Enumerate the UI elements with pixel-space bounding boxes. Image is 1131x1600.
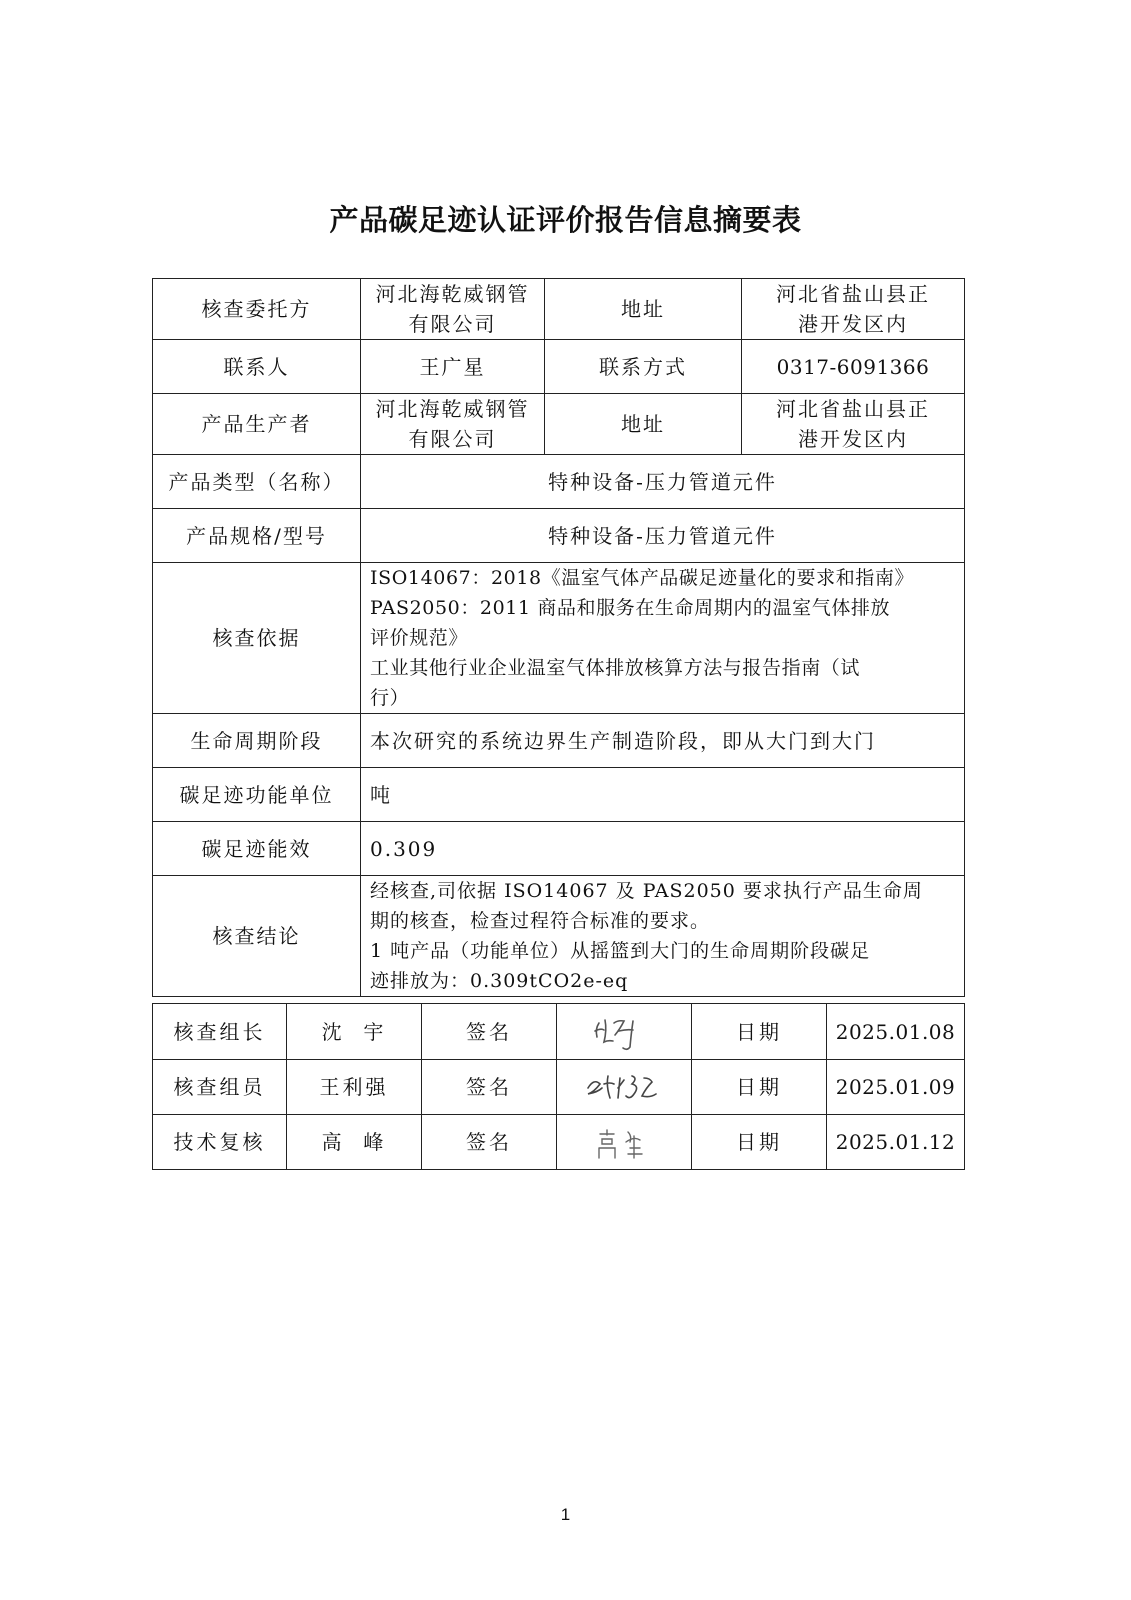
product-spec-value: 特种设备-压力管道元件 bbox=[361, 509, 965, 563]
basis-value bbox=[361, 563, 965, 714]
client-value-line1: 河北海乾威钢管 bbox=[375, 282, 530, 306]
producer-value-line1: 河北海乾威钢管 bbox=[375, 397, 530, 421]
producer-address-line1: 河北省盐山县正 bbox=[776, 397, 930, 421]
basis-line2: PAS2050：2011 商品和服务在生命周期内的温室气体排放 bbox=[370, 597, 891, 619]
conclusion-line1: 经核查,司依据 ISO14067 及 PAS2050 要求执行产品生命周 bbox=[370, 880, 923, 902]
unit-value: 吨 bbox=[361, 768, 965, 822]
lifecycle-label: 生命周期阶段 bbox=[153, 714, 361, 768]
signature-cell bbox=[557, 1060, 692, 1115]
producer-value-line2: 有限公司 bbox=[408, 427, 497, 451]
contact-method-value: 0317-6091366 bbox=[742, 340, 965, 394]
product-type-label: 产品类型（名称） bbox=[153, 455, 361, 509]
signoff-date: 2025.01.08 bbox=[827, 1004, 965, 1060]
conclusion-line2: 期的核查，检查过程符合标准的要求。 bbox=[370, 910, 711, 932]
conclusion-line4: 迹排放为：0.309tCO2e-eq bbox=[370, 970, 629, 992]
signature-cell bbox=[557, 1115, 692, 1170]
signoff-date: 2025.01.09 bbox=[827, 1060, 965, 1115]
handwritten-signature bbox=[574, 1066, 674, 1108]
contact-method-label: 联系方式 bbox=[545, 340, 742, 394]
basis-line1: ISO14067：2018《温室气体产品碳足迹量化的要求和指南》 bbox=[370, 567, 915, 589]
lifecycle-row bbox=[153, 714, 965, 768]
signoff-sign-label: 签名 bbox=[422, 1060, 557, 1115]
basis-line3: 评价规范》 bbox=[370, 627, 469, 649]
signoff-date-label: 日期 bbox=[692, 1004, 827, 1060]
handwritten-signature bbox=[581, 1011, 667, 1053]
signoff-date: 2025.01.12 bbox=[827, 1115, 965, 1170]
conclusion-value bbox=[361, 876, 965, 997]
efficiency-label: 碳足迹能效 bbox=[153, 822, 361, 876]
client-row bbox=[153, 279, 965, 340]
signature-cell bbox=[557, 1004, 692, 1060]
unit-label: 碳足迹功能单位 bbox=[153, 768, 361, 822]
producer-address-value bbox=[742, 394, 965, 455]
signoff-role: 核查组员 bbox=[153, 1060, 287, 1115]
client-address-value bbox=[742, 279, 965, 340]
signoff-name: 王利强 bbox=[287, 1060, 422, 1115]
signoff-row bbox=[153, 1004, 965, 1060]
unit-row bbox=[153, 768, 965, 822]
conclusion-line3: 1 吨产品（功能单位）从摇篮到大门的生命周期阶段碳足 bbox=[370, 940, 871, 962]
product-spec-row bbox=[153, 509, 965, 563]
signoff-sign-label: 签名 bbox=[422, 1115, 557, 1170]
handwritten-signature bbox=[584, 1122, 664, 1162]
conclusion-label: 核查结论 bbox=[153, 876, 361, 997]
signoff-sign-label: 签名 bbox=[422, 1004, 557, 1060]
conclusion-row bbox=[153, 876, 965, 997]
page-number: 1 bbox=[560, 1505, 571, 1524]
product-spec-label: 产品规格/型号 bbox=[153, 509, 361, 563]
client-address-label: 地址 bbox=[545, 279, 742, 340]
signoff-name: 沈 宇 bbox=[287, 1004, 422, 1060]
contact-label: 联系人 bbox=[153, 340, 361, 394]
signoff-name: 高 峰 bbox=[287, 1115, 422, 1170]
basis-label: 核查依据 bbox=[153, 563, 361, 714]
signoff-date-label: 日期 bbox=[692, 1060, 827, 1115]
contact-row bbox=[153, 340, 965, 394]
signoff-role: 技术复核 bbox=[153, 1115, 287, 1170]
basis-line4: 工业其他行业企业温室气体排放核算方法与报告指南（试 bbox=[370, 657, 861, 679]
contact-value: 王广星 bbox=[361, 340, 545, 394]
summary-table bbox=[152, 278, 965, 997]
lifecycle-value: 本次研究的系统边界生产制造阶段，即从大门到大门 bbox=[361, 714, 965, 768]
client-address-line2: 港开发区内 bbox=[798, 312, 908, 336]
producer-address-label: 地址 bbox=[545, 394, 742, 455]
client-value bbox=[361, 279, 545, 340]
client-value-line2: 有限公司 bbox=[408, 312, 497, 336]
producer-row bbox=[153, 394, 965, 455]
signoff-table bbox=[152, 1003, 965, 1170]
page-title: 产品碳足迹认证评价报告信息摘要表 bbox=[329, 203, 802, 237]
basis-row bbox=[153, 563, 965, 714]
product-type-value: 特种设备-压力管道元件 bbox=[361, 455, 965, 509]
producer-address-line2: 港开发区内 bbox=[798, 427, 908, 451]
product-type-row bbox=[153, 455, 965, 509]
efficiency-row bbox=[153, 822, 965, 876]
client-label: 核查委托方 bbox=[153, 279, 361, 340]
efficiency-value: 0.309 bbox=[361, 822, 965, 876]
producer-value bbox=[361, 394, 545, 455]
producer-label: 产品生产者 bbox=[153, 394, 361, 455]
basis-line5: 行） bbox=[370, 687, 410, 709]
signoff-role: 核查组长 bbox=[153, 1004, 287, 1060]
signoff-date-label: 日期 bbox=[692, 1115, 827, 1170]
signoff-row bbox=[153, 1060, 965, 1115]
signoff-row bbox=[153, 1115, 965, 1170]
client-address-line1: 河北省盐山县正 bbox=[776, 282, 930, 306]
